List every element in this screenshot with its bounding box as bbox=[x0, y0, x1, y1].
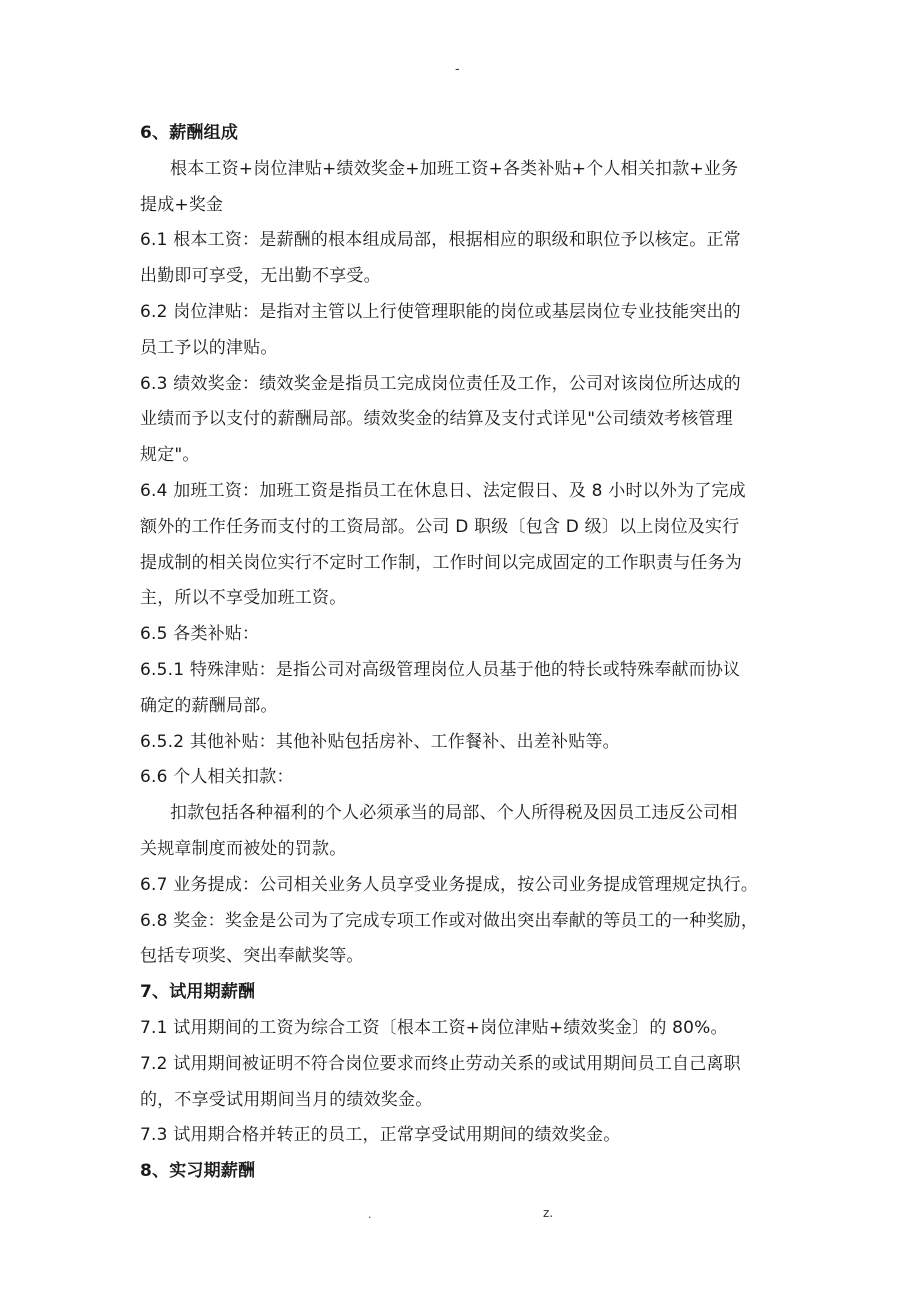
document-body bbox=[140, 116, 790, 1190]
paragraph-line: 7.1 试用期间的工资为综合工资〔根本工资+岗位津贴+绩效奖金〕的 80%。 bbox=[140, 1017, 728, 1038]
section-heading-8: 8、实习期薪酬 bbox=[140, 1161, 256, 1182]
paragraph-line: 7.2 试用期间被证明不符合岗位要求而终止劳动关系的或试用期间员工自己离职 bbox=[140, 1053, 741, 1074]
paragraph-line: 6.8 奖金：奖金是公司为了完成专项工作或对做出突出奉献的等员工的一种奖励， bbox=[140, 910, 759, 931]
paragraph-line: 的，不享受试用期间当月的绩效奖金。 bbox=[140, 1089, 433, 1110]
paragraph-line: 6.5 各类补贴： bbox=[140, 624, 260, 645]
paragraph-line: 6.5.1 特殊津贴：是指公司对高级管理岗位人员基于他的特长或特殊奉献而协议 bbox=[140, 659, 741, 680]
paragraph-line: 6.1 根本工资：是薪酬的根本组成局部，根据相应的职级和职位予以核定。正常 bbox=[140, 230, 741, 251]
footer-right-mark: z. bbox=[543, 1206, 554, 1220]
paragraph-line: 出勤即可享受，无出勤不享受。 bbox=[140, 266, 381, 287]
paragraph-line: 业绩而予以支付的薪酬局部。绩效奖金的结算及支付式详见"公司绩效考核管理 bbox=[140, 409, 733, 430]
paragraph-line: 扣款包括各种福利的个人必须承当的局部、个人所得税及因员工违反公司相 bbox=[170, 803, 738, 824]
paragraph-line: 主，所以不享受加班工资。 bbox=[140, 588, 347, 609]
paragraph-line: 规定"。 bbox=[140, 445, 200, 466]
paragraph-line: 6.5.2 其他补贴：其他补贴包括房补、工作餐补、出差补贴等。 bbox=[140, 731, 620, 752]
paragraph-line: 6.6 个人相关扣款： bbox=[140, 767, 294, 788]
paragraph-line: 6.2 岗位津贴：是指对主管以上行使管理职能的岗位或基层岗位专业技能突出的 bbox=[140, 301, 741, 322]
paragraph-line: 确定的薪酬局部。 bbox=[140, 695, 278, 716]
header-mark: - bbox=[455, 62, 460, 77]
paragraph-line: 根本工资+岗位津贴+绩效奖金+加班工资+各类补贴+个人相关扣款+业务 bbox=[170, 158, 739, 179]
paragraph-line: 6.7 业务提成：公司相关业务人员享受业务提成，按公司业务提成管理规定执行。 bbox=[140, 874, 759, 895]
section-heading-7: 7、试用期薪酬 bbox=[140, 982, 256, 1003]
paragraph-line: 提成制的相关岗位实行不定时工作制，工作时间以完成固定的工作职责与任务为 bbox=[140, 552, 742, 573]
paragraph-line: 6.3 绩效奖金：绩效奖金是指员工完成岗位责任及工作，公司对该岗位所达成的 bbox=[140, 373, 741, 394]
footer-left-mark: . bbox=[368, 1208, 372, 1221]
paragraph-line: 包括专项奖、突出奉献奖等。 bbox=[140, 946, 364, 967]
paragraph-line: 员工予以的津贴。 bbox=[140, 337, 278, 358]
paragraph-line: 提成+奖金 bbox=[140, 194, 224, 215]
paragraph-line: 关规章制度而被处的罚款。 bbox=[140, 838, 347, 859]
section-heading-6: 6、薪酬组成 bbox=[140, 123, 239, 143]
paragraph-line: 7.3 试用期合格并转正的员工，正常享受试用期间的绩效奖金。 bbox=[140, 1125, 621, 1146]
paragraph-line: 6.4 加班工资：加班工资是指员工在休息日、法定假日、及 8 小时以外为了完成 bbox=[140, 480, 746, 501]
paragraph-line: 额外的工作任务而支付的工资局部。公司 D 职级〔包含 D 级〕以上岗位及实行 bbox=[140, 516, 740, 537]
